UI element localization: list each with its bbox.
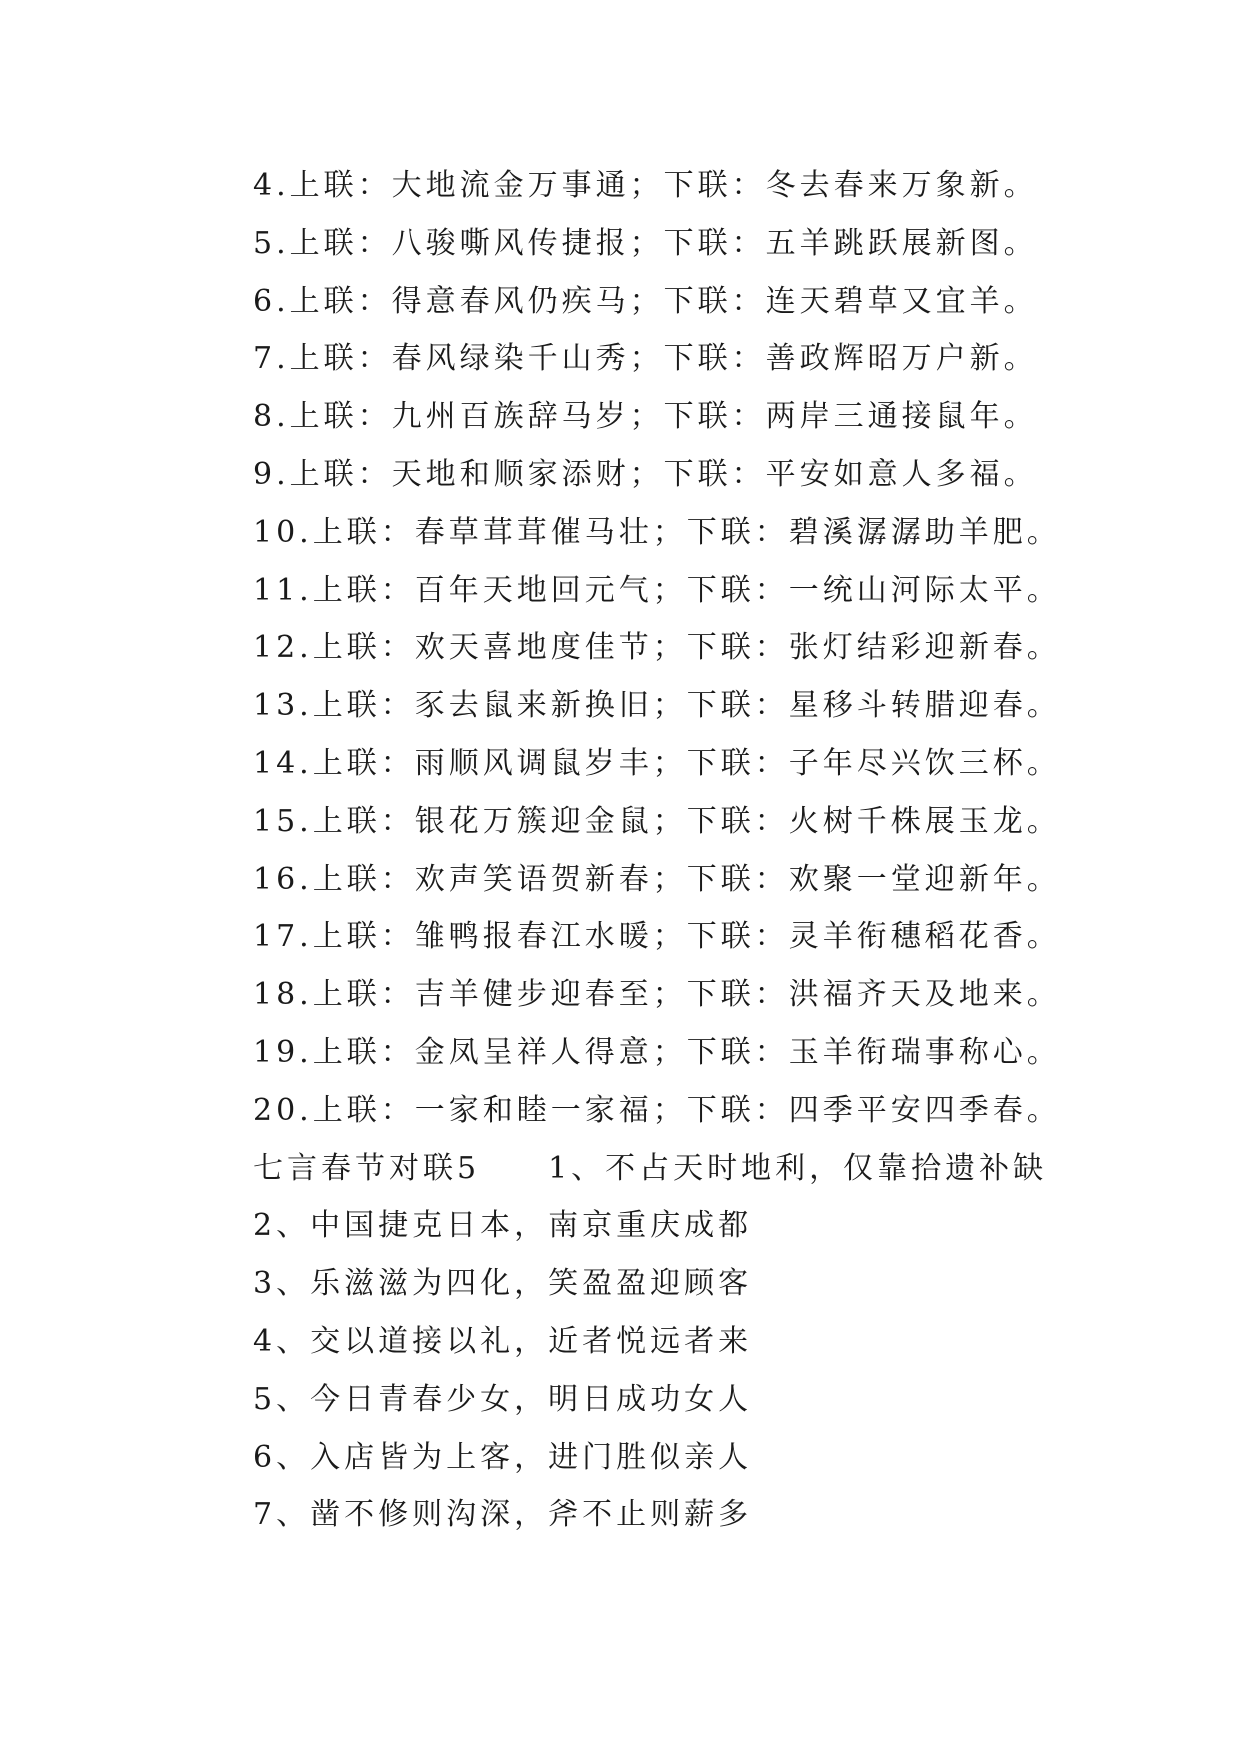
text-line: 17.上联：雏鸭报春江水暖；下联：灵羊衔穗稻花香。 <box>253 919 1061 955</box>
text-line: 4、交以道接以礼，近者悦远者来 <box>253 1323 753 1359</box>
text-line: 3、乐滋滋为四化，笑盈盈迎顾客 <box>253 1266 753 1302</box>
text-line: 5、今日青春少女，明日成功女人 <box>253 1381 753 1417</box>
text-line: 10.上联：春草茸茸催马壮；下联：碧溪潺潺助羊肥。 <box>253 514 1061 550</box>
text-line: 16.上联：欢声笑语贺新春；下联：欢聚一堂迎新年。 <box>253 861 1061 897</box>
text-line: 6.上联：得意春风仍疾马；下联：连天碧草又宜羊。 <box>253 283 1038 319</box>
text-line: 14.上联：雨顺风调鼠岁丰；下联：子年尽兴饮三杯。 <box>253 745 1061 781</box>
text-line: 5.上联：八骏嘶风传捷报；下联：五羊跳跃展新图。 <box>253 225 1038 261</box>
text-line: 15.上联：银花万簇迎金鼠；下联：火树千株展玉龙。 <box>253 803 1061 839</box>
document-body <box>253 157 1093 1544</box>
text-line: 20.上联：一家和睦一家福；下联：四季平安四季春。 <box>253 1092 1061 1128</box>
text-line: 4.上联：大地流金万事通；下联：冬去春来万象新。 <box>253 168 1038 203</box>
text-line: 7.上联：春风绿染千山秀；下联：善政辉昭万户新。 <box>253 341 1038 377</box>
text-line: 6、入店皆为上客，进门胜似亲人 <box>253 1439 753 1475</box>
text-line: 13.上联：豕去鼠来新换旧；下联：星移斗转腊迎春。 <box>253 688 1061 724</box>
text-line: 9.上联：天地和顺家添财；下联：平安如意人多福。 <box>253 456 1038 492</box>
text-line: 11.上联：百年天地回元气；下联：一统山河际太平。 <box>253 572 1061 608</box>
text-line: 12.上联：欢天喜地度佳节；下联：张灯结彩迎新春。 <box>253 630 1061 666</box>
text-line: 8.上联：九州百族辞马岁；下联：两岸三通接鼠年。 <box>253 399 1038 435</box>
text-line: 19.上联：金凤呈祥人得意；下联：玉羊衔瑞事称心。 <box>253 1034 1061 1070</box>
text-line: 7、凿不修则沟深，斧不止则薪多 <box>253 1497 753 1533</box>
text-line: 2、中国捷克日本，南京重庆成都 <box>253 1208 753 1244</box>
text-line: 18.上联：吉羊健步迎春至；下联：洪福齐天及地来。 <box>253 977 1061 1013</box>
text-line: 七言春节对联5 1、不占天时地利，仅靠拾遗补缺 <box>253 1150 1048 1186</box>
